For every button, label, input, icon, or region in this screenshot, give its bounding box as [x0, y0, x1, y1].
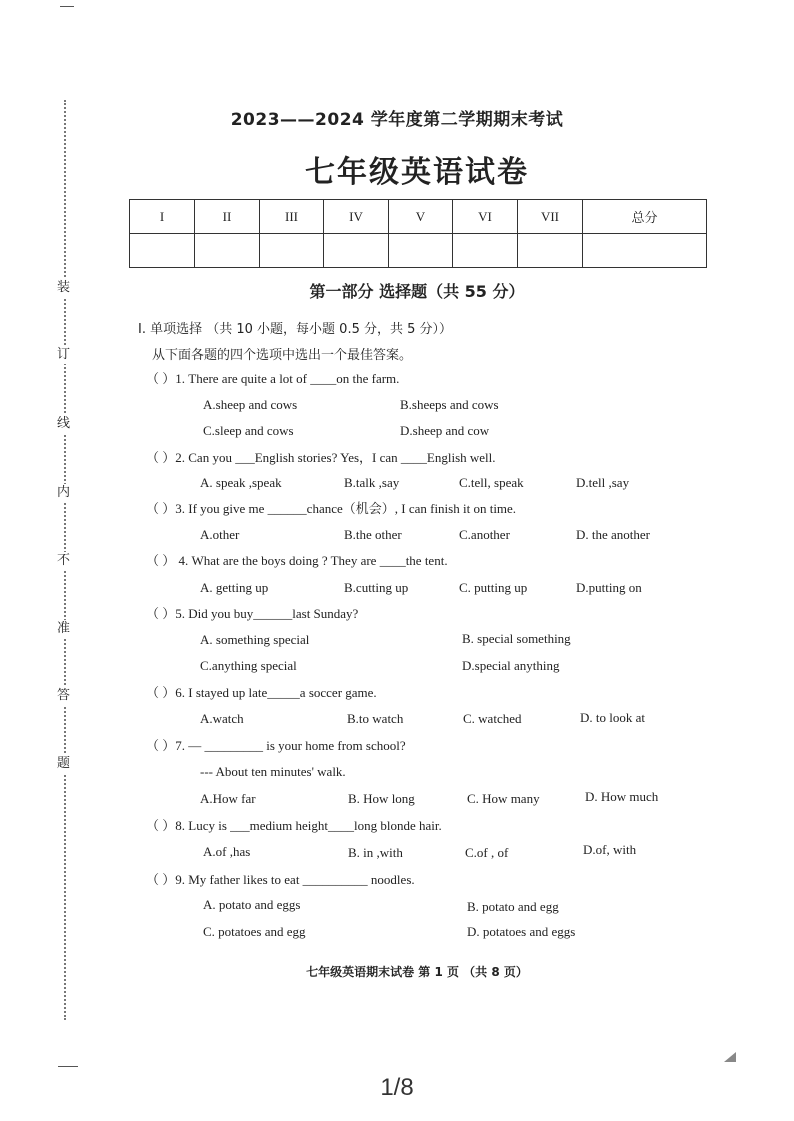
score-cell[interactable] — [518, 234, 583, 268]
option-a: A.How far — [200, 791, 256, 806]
score-table-score-row — [130, 234, 707, 268]
option-a: A.sheep and cows — [203, 397, 298, 412]
question-stem: （ ）7. — _________ is your home from school? — [146, 738, 406, 753]
margin-char: 线 — [57, 416, 71, 431]
score-header-cell: VI — [453, 200, 518, 234]
question-answer-line: --- About ten minutes' walk. — [200, 764, 346, 779]
exam-title: 2023——2024 学年度第二学期期末考试 — [230, 110, 564, 130]
question-stem: （ ）9. My father likes to eat __________ noodles. — [146, 872, 415, 887]
option-d: D. How much — [585, 789, 659, 804]
option-c: C.sleep and cows — [203, 423, 294, 438]
part-heading: 第一部分 选择题（共 55 分） — [309, 282, 525, 301]
section-instruction: 从下面各题的四个选项中选出一个最佳答案。 — [152, 348, 413, 363]
option-a: A. potato and eggs — [203, 897, 301, 912]
option-b: B. How long — [348, 791, 415, 806]
question-stem: （ ）2. Can you ___English stories? Yes，I can ____English well. — [146, 450, 496, 465]
score-cell[interactable] — [583, 234, 707, 268]
score-header-cell: I — [130, 200, 195, 234]
option-b: B.the other — [344, 527, 402, 542]
option-b: B.cutting up — [344, 580, 409, 595]
score-cell[interactable] — [453, 234, 518, 268]
option-c: C.anything special — [200, 658, 297, 673]
margin-char: 准 — [57, 621, 71, 636]
option-a: A.watch — [200, 711, 244, 726]
option-b: B.talk ,say — [344, 475, 400, 490]
option-c: C.another — [459, 527, 510, 542]
margin-char: 题 — [57, 756, 71, 771]
score-header-cell: III — [260, 200, 324, 234]
option-d: D.tell ,say — [576, 475, 630, 490]
option-a: A. speak ,speak — [200, 475, 282, 490]
score-header-cell: VII — [518, 200, 583, 234]
score-cell[interactable] — [389, 234, 453, 268]
corner-mark-top — [60, 6, 74, 7]
option-a: A.of ,has — [203, 844, 251, 859]
corner-mark-bottom — [58, 1066, 78, 1067]
page-footer: 七年级英语期末试卷 第 1 页 （共 8 页） — [306, 965, 528, 979]
option-d: D.sheep and cow — [400, 423, 490, 438]
score-cell[interactable] — [195, 234, 260, 268]
option-b: B. in ,with — [348, 845, 403, 860]
score-cell[interactable] — [130, 234, 195, 268]
paper-title: 七年级英语试卷 — [305, 155, 529, 190]
margin-char: 内 — [57, 485, 71, 500]
option-b: B. special something — [462, 631, 571, 646]
option-c: C.of , of — [465, 845, 509, 860]
score-cell[interactable] — [260, 234, 324, 268]
margin-char: 订 — [57, 347, 71, 362]
question-stem: （ ） 4. What are the boys doing ? They are ____the tent. — [146, 553, 448, 568]
question-stem: （ ）6. I stayed up late_____a soccer game. — [146, 685, 377, 700]
option-d: D.putting on — [576, 580, 642, 595]
margin-char: 不 — [57, 553, 71, 568]
margin-char: 装 — [57, 280, 71, 295]
option-c: C. watched — [463, 711, 522, 726]
option-d: D. to look at — [580, 710, 645, 725]
question-stem: （ ）1. There are quite a lot of ____on the farm. — [146, 371, 400, 386]
option-d: D.of, with — [583, 842, 637, 857]
section-heading: I. 单项选择 （共 10 小题，每小题 0.5 分，共 5 分）） — [138, 322, 453, 337]
question-stem: （ ）5. Did you buy______last Sunday? — [146, 606, 359, 621]
option-b: B. potato and egg — [467, 899, 559, 914]
option-c: C. potatoes and egg — [203, 924, 306, 939]
score-header-cell: IV — [324, 200, 389, 234]
score-table — [129, 199, 707, 268]
score-header-cell: 总分 — [583, 200, 707, 234]
margin-char: 答 — [57, 688, 71, 703]
option-c: C.tell, speak — [459, 475, 524, 490]
score-header-cell: II — [195, 200, 260, 234]
option-a: A.other — [200, 527, 240, 542]
option-d: D. potatoes and eggs — [467, 924, 576, 939]
question-stem: （ ）3. If you give me ______chance（机会）, I can finish it on time. — [146, 501, 517, 516]
option-d: D.special anything — [462, 658, 560, 673]
option-b: B.sheeps and cows — [400, 397, 499, 412]
score-cell[interactable] — [324, 234, 389, 268]
option-c: C. How many — [467, 791, 540, 806]
question-stem: （ ）8. Lucy is ___medium height____long blonde hair. — [146, 818, 442, 833]
option-c: C. putting up — [459, 580, 528, 595]
option-b: B.to watch — [347, 711, 404, 726]
page-indicator: 1/8 — [380, 1074, 414, 1101]
option-d: D. the another — [576, 527, 651, 542]
option-a: A. getting up — [200, 580, 269, 595]
scan-mark — [724, 1052, 736, 1062]
score-table-header-row — [130, 200, 707, 234]
score-header-cell: V — [389, 200, 453, 234]
option-a: A. something special — [200, 632, 310, 647]
